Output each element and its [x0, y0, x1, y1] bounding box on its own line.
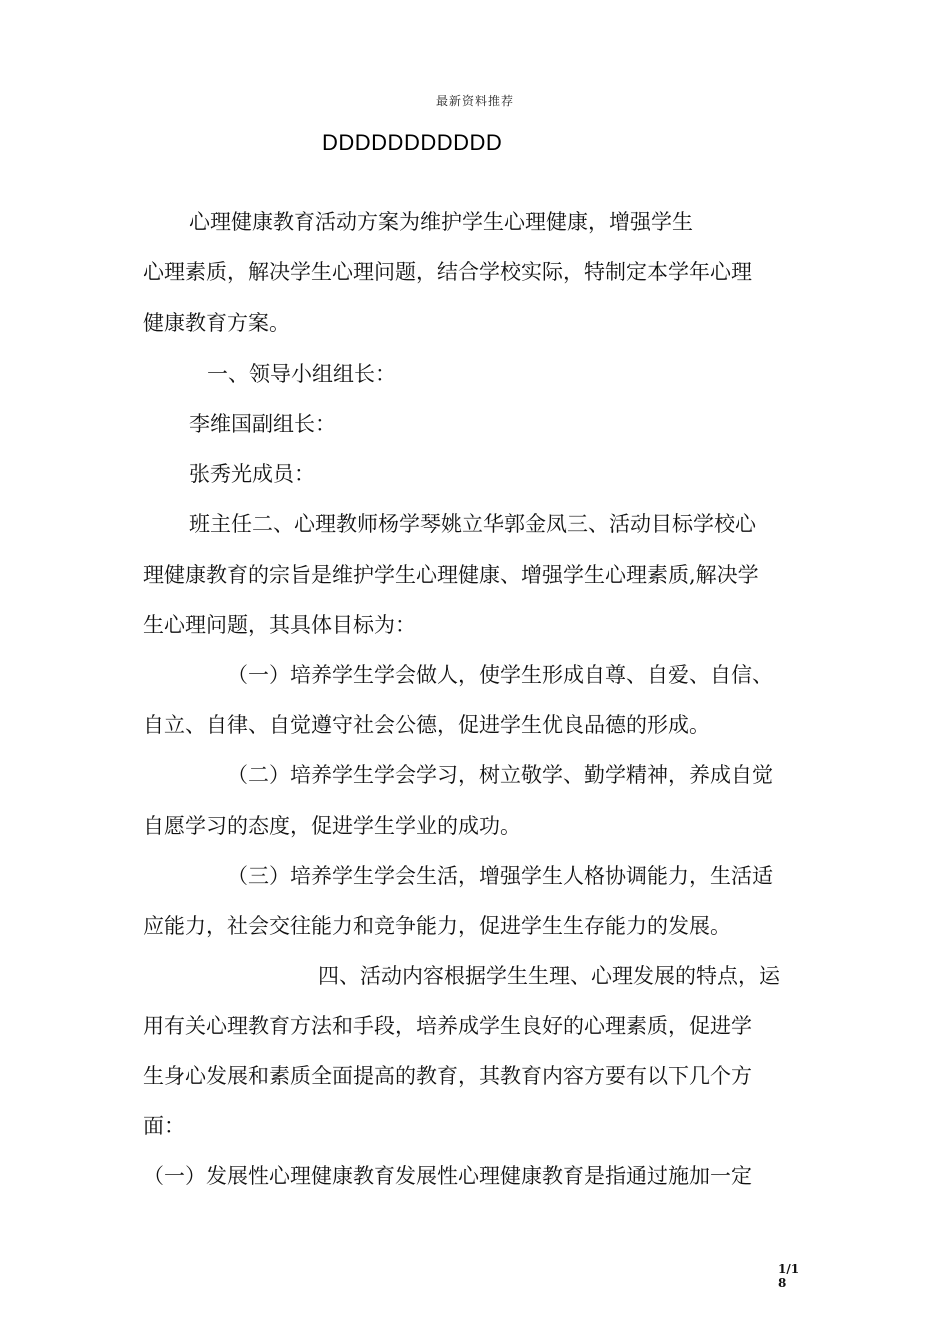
page-number-line1: 1/1 [778, 1262, 800, 1276]
list-item-line: （三）培养学生学会生活，增强学生人格协调能力，生活适 [227, 864, 773, 888]
list-item-line: （一）培养学生学会做人，使学生形成自尊、自爱、自信、 [227, 663, 773, 687]
paragraph-line: 张秀光成员： [189, 462, 315, 486]
list-item-line: （一）发展性心理健康教育发展性心理健康教育是指通过施加一定 [143, 1164, 752, 1188]
paragraph-line: 李维国副组长： [189, 412, 336, 436]
page-number [778, 1262, 799, 1290]
list-item-line: （二）培养学生学会学习，树立敬学、勤学精神，养成自觉 [227, 763, 773, 787]
paragraph-line: 理健康教育的宗旨是维护学生心理健康、增强学生心理素质,解决学 [143, 563, 759, 587]
paragraph-line: 自立、自律、自觉遵守社会公德，促进学生优良品德的形成。 [143, 713, 710, 737]
document-title: DDDDDDDDDDD [322, 130, 503, 155]
paragraph-line: 生身心发展和素质全面提高的教育，其教育内容方要有以下几个方 [143, 1064, 752, 1088]
paragraph-line: 自愿学习的态度，促进学生学业的成功。 [143, 814, 521, 838]
page-header: 最新资料推荐 [435, 94, 514, 108]
paragraph-line: 生心理问题，其具体目标为： [143, 613, 416, 637]
section-heading-line: 四、活动内容根据学生生理、心理发展的特点，运 [318, 964, 780, 988]
paragraph-line: 心理健康教育活动方案为维护学生心理健康，增强学生 [189, 210, 693, 234]
paragraph-line: 心理素质，解决学生心理问题，结合学校实际，特制定本学年心理 [143, 260, 752, 284]
paragraph-line: 班主任二、心理教师杨学琴姚立华郭金凤三、活动目标学校心 [189, 512, 756, 536]
paragraph-line: 应能力，社会交往能力和竞争能力，促进学生生存能力的发展。 [143, 914, 731, 938]
section-heading-line: 一、领导小组组长： [207, 362, 396, 386]
paragraph-line: 面： [143, 1114, 185, 1138]
paragraph-line: 用有关心理教育方法和手段，培养成学生良好的心理素质，促进学 [143, 1014, 752, 1038]
page-number-line2: 8 [778, 1276, 787, 1290]
paragraph-line: 健康教育方案。 [143, 311, 290, 335]
